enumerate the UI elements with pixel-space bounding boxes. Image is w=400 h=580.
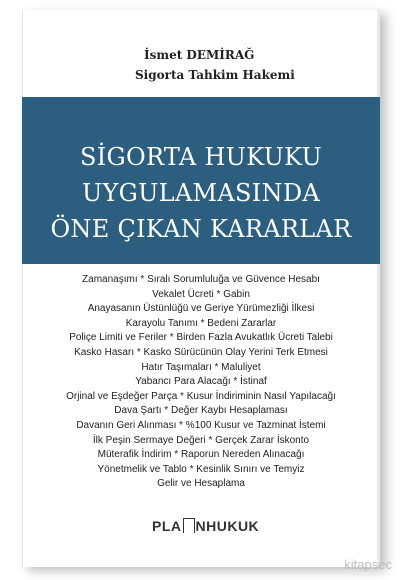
publisher-mark-icon [183, 518, 195, 533]
keyword-line: Dava Şartı * Değer Kaybı Hesaplaması [114, 405, 288, 417]
keyword-line: Zamanaşımı * Sıralı Sorumluluğa ve Güvence Hesabı [82, 274, 320, 285]
publisher-name-start: PLA [152, 518, 182, 534]
keyword-line: Davanın Geri Alınması * %100 Kusur ve Tazminat İstemi [76, 419, 326, 431]
watermark: kitapsec [344, 557, 392, 572]
title-line-3: ÖNE ÇIKAN KARARLAR [50, 215, 352, 243]
author-name: İsmet DEMİRAĞ [144, 48, 255, 62]
keyword-line: Hatır Taşımaları * Maluliyet [141, 361, 261, 373]
keyword-line: Anayasanın Üstünlüğü ve Geriye Yürümezliği İlkesi [87, 303, 315, 315]
publisher-name-end: NHUKUK [195, 518, 260, 534]
keyword-line: Vekalet Ücreti * Gabin [152, 288, 250, 300]
keyword-line: Müterafik İndirim * Raporun Nereden Alınacağı [97, 449, 305, 461]
keyword-line: Gelir ve Hesaplama [157, 478, 245, 490]
author-title: Sigorta Tahkim Hakemi [135, 68, 295, 82]
keyword-line: Yönetmelik ve Tablo * Kesinlik Sınırı ve Temyiz [97, 463, 305, 475]
book-cover [22, 10, 380, 567]
keyword-line: Kasko Hasarı * Kasko Sürücünün Olay Yerini Terk Etmesi [74, 346, 328, 358]
keyword-line: Orjinal ve Eşdeğer Parça * Kusur İndiriminin Nasıl Yapılacağı [66, 390, 336, 402]
publisher-logo [152, 518, 259, 534]
keyword-line: Poliçe Limiti ve Feriler * Birden Fazla Avukatlık Ücreti Talebi [69, 332, 333, 344]
title-line-2: UYGULAMASINDA [81, 179, 321, 207]
keyword-line: Yabancı Para Alacağı * İstinaf [135, 376, 267, 388]
keyword-list [22, 273, 380, 492]
title-line-1: SİGORTA HUKUKU [79, 143, 323, 171]
title-banner [22, 97, 380, 264]
keyword-line: İlk Peşin Sermaye Değeri * Gerçek Zarar İskonto [92, 434, 310, 446]
keyword-line: Karayolu Tanımı * Bedeni Zararlar [125, 317, 277, 329]
book-title [22, 139, 380, 247]
